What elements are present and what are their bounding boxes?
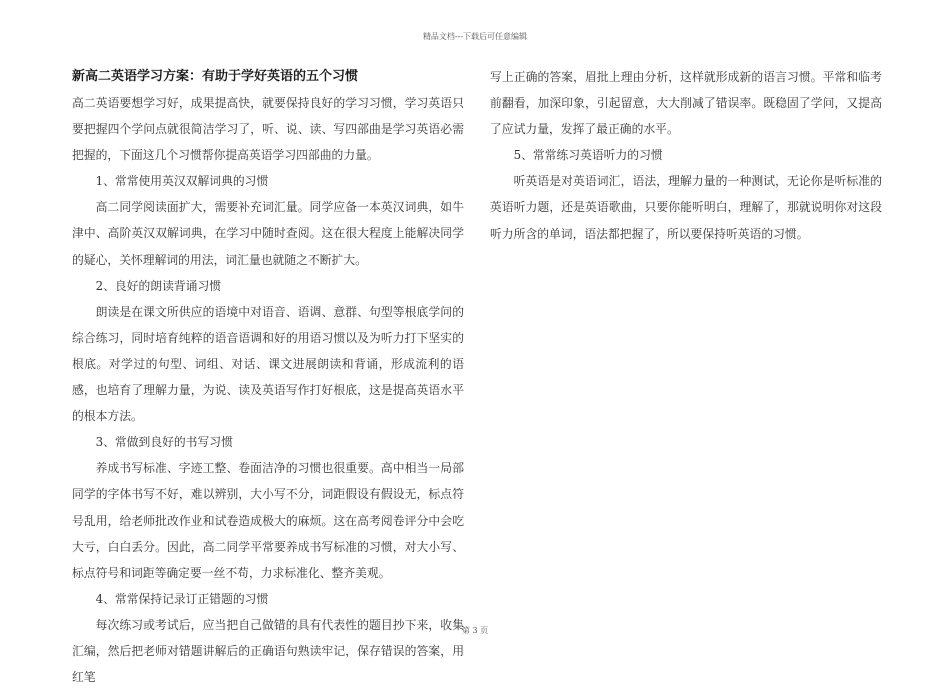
page-header: 精品文档---下载后可任意编辑 bbox=[422, 32, 528, 41]
paragraph-section-3: 养成书写标准、字迹工整、卷面洁净的习惯也很重要。高中相当一局部同学的字体书写不好，难以辨别，大小写不分，词距假设有假设无，标点符号乱用，给老师批改作业和试卷造成极大的麻烦。这在高考阅卷评分中会吃大亏，白白丢分。因此，高二同学平常要养成书写标准的习惯，对大小写、标点符号和词距等确定要一丝不苟，力求标准化、整齐美观。 bbox=[72, 461, 464, 580]
section-heading-1: 1、常常使用英汉双解词典的习惯 bbox=[95, 174, 269, 189]
left-column bbox=[72, 64, 464, 690]
paragraph-section-1: 高二同学阅读面扩大，需要补充词汇量。同学应备一本英汉词典，如牛津中、高阶英汉双解词典，在学习中随时查阅。这在很大程度上能解决同学的疑心，关怀理解词的用法，词汇量也就随之不断扩大。 bbox=[72, 200, 464, 267]
right-column bbox=[490, 64, 882, 247]
paragraph-section-4-start: 每次练习或考试后，应当把自己做错的具有代表性的题目抄下来，收集汇编，然后把老师对错题讲解后的正确语句熟读牢记，保存错误的答案，用红笔 bbox=[72, 617, 464, 685]
page-number: 第 3 页 bbox=[461, 626, 489, 635]
paragraph-section-2: 朗读是在课文所供应的语境中对语音、语调、意群、句型等根底学问的综合练习，同时培育纯粹的语音语调和好的用语习惯以及为听力打下坚实的根底。对学过的句型、词组、对话、课文进展朗读和背诵，形成流利的语感，也培育了理解力量，为说、读及英语写作打好根底，这是提高英语水平的根本方法。 bbox=[72, 304, 464, 424]
section-heading-5: 5、常常练习英语听力的习惯 bbox=[513, 148, 663, 163]
document-title: 新高二英语学习方案：有助于学好英语的五个习惯 bbox=[72, 69, 359, 84]
section-heading-4: 4、常常保持记录订正错题的习惯 bbox=[95, 591, 269, 606]
paragraph-section-5: 听英语是对英语词汇，语法，理解力量的一种测试，无论你是听标准的英语听力题，还是英语歌曲，只要你能听明白，理解了，那就说明你对这段听力所含的单词，语法都把握了，所以要保持听英语的习惯。 bbox=[490, 174, 882, 241]
section-heading-3: 3、常做到良好的书写习惯 bbox=[95, 435, 233, 450]
paragraph-section-4-continued: 写上正确的答案，眉批上理由分析，这样就形成新的语言习惯。平常和临考前翻看，加深印象，引起留意，大大削减了错误率。既稳固了学问，又提高了应试力量，发挥了最正确的水平。 bbox=[490, 70, 882, 137]
section-heading-2: 2、良好的朗读背诵习惯 bbox=[95, 278, 222, 293]
paragraph-intro: 高二英语要想学习好，成果提高快，就要保持良好的学习习惯，学习英语只要把握四个学问点就很简洁学习了，听、说、读、写四部曲是学习英语必需把握的，下面这几个习惯帮你提高英语学习四部曲的力量。 bbox=[72, 96, 464, 163]
